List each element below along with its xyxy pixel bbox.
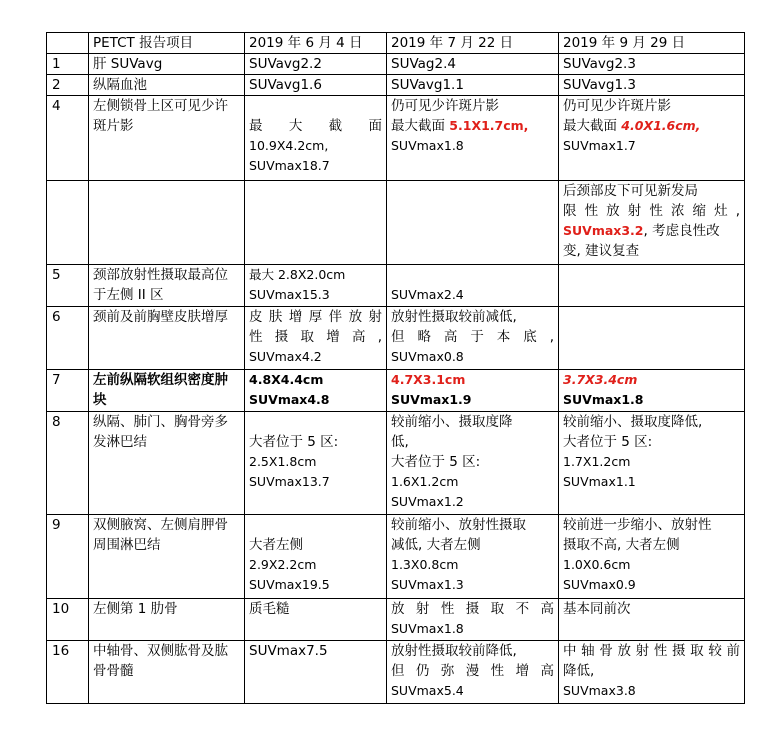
cell-line: 中轴骨放射性摄取较前 [563,643,740,659]
table-row [47,181,745,265]
highlight-value: 4.7X3.1cm [391,372,466,387]
cell-line: 皮肤增厚伴放射 [249,309,382,325]
cell-line: 4.8X4.4cm [249,372,324,387]
cell-text: 最大截面 [563,118,622,134]
highlight-value: 3.7X3.4cm [563,372,638,387]
cell-line: 放射性摄取较前减低, [391,309,517,325]
row-index [47,181,89,265]
cell-line: 1.3X0.8cm [391,557,459,572]
table-row [47,641,745,704]
cell-line: 较前缩小、摄取度降低, [563,414,703,430]
cell-line: SUVmax19.5 [249,577,330,592]
table-row [47,75,745,96]
table-row [47,96,745,181]
row-date-2-value [387,412,559,515]
cell-line [391,116,554,136]
cell-line: 仍可见少许斑片影 [391,98,499,114]
cell-line: SUVmax0.8 [391,349,464,364]
cell-line: 降低, [563,663,595,679]
row-date-2-value [387,307,559,370]
row-date-3-value [559,515,745,599]
highlight-value: 4.0X1.6cm, [621,118,701,133]
row-date-1-value [245,181,387,265]
header-date-1-cell: 2019 年 6 月 4 日 [245,33,387,54]
cell-line: SUVmax1.8 [391,621,464,636]
row-item: 纵隔、肺门、胸骨旁多发淋巴结 [89,412,245,515]
row-date-1-value [245,307,387,370]
row-item: 双侧腋窝、左侧肩胛骨周围淋巴结 [89,515,245,599]
row-date-1-value [245,515,387,599]
row-date-3-value [559,370,745,412]
cell-line: 大者位于 5 区: [563,434,653,450]
row-date-1-value [245,96,387,181]
row-date-2-value [387,370,559,412]
cell-line [563,116,740,136]
row-item: 肝 SUVavg [89,54,245,75]
cell-line: 大者位于 5 区: [391,454,481,470]
header-date-2-cell: 2019 年 7 月 22 日 [387,33,559,54]
header-item-cell: PETCT 报告项目 [89,33,245,54]
row-item: 左侧第 1 肋骨 [89,599,245,641]
row-index: 4 [47,96,89,181]
highlight-value: 5.1X1.7cm, [449,118,529,133]
row-index: 6 [47,307,89,370]
row-date-2-value [387,599,559,641]
cell-line: SUVmax2.4 [391,287,464,302]
cell-line: SUVmax1.8 [563,392,644,407]
row-index: 1 [47,54,89,75]
cell-line: SUVmax1.9 [391,392,472,407]
row-index: 5 [47,265,89,307]
cell-line: SUVmax1.2 [391,494,464,509]
row-date-2-value [387,641,559,704]
cell-line: SUVmax5.4 [391,683,464,698]
cell-line: 较前进一步缩小、放射性 [563,517,712,533]
cell-line: SUVmax1.3 [391,577,464,592]
row-date-2-value: SUVavg1.1 [387,75,559,96]
row-item: 纵隔血池 [89,75,245,96]
cell-line: 但略高于本底, [391,329,554,345]
highlight-value: SUVmax3.2 [563,223,644,238]
cell-line: 摄取不高, 大者左侧 [563,537,680,553]
row-date-1-value: SUVavg1.6 [245,75,387,96]
cell-line: 2.5X1.8cm [249,454,317,469]
cell-line: 1.7X1.2cm [563,454,631,469]
cell-line: 1.6X1.2cm [391,474,459,489]
table-row [47,515,745,599]
row-index: 2 [47,75,89,96]
row-index: 16 [47,641,89,704]
cell-line: 较前缩小、摄取度降 [391,414,513,430]
row-date-1-value: 质毛糙 [245,599,387,641]
cell-line: SUVmax3.8 [563,683,636,698]
cell-line: 放射性摄取不高 [391,601,554,617]
row-index: 7 [47,370,89,412]
cell-line: 较前缩小、放射性摄取 [391,517,526,533]
cell-line: 大者位于 5 区: [249,434,339,450]
row-date-2-value [387,96,559,181]
cell-line: 限性放射性浓缩灶, [563,203,740,219]
cell-line: 仍可见少许斑片影 [563,98,671,114]
row-date-2-value [387,515,559,599]
row-item: 中轴骨、双侧肱骨及肱骨骨髓 [89,641,245,704]
cell-line: 性摄取增高, [249,329,382,345]
cell-line: 放射性摄取较前降低, [391,643,517,659]
cell-line: 2.9X2.2cm [249,557,317,572]
cell-line: SUVmax4.2 [249,349,322,364]
cell-line: SUVmax0.9 [563,577,636,592]
row-date-3-value: SUVavg1.3 [559,75,745,96]
cell-line: 最 大 截 面 [249,118,382,134]
row-date-3-value [559,412,745,515]
row-date-2-value [387,265,559,307]
cell-line: SUVmax15.3 [249,287,330,302]
table-row [47,307,745,370]
row-index: 9 [47,515,89,599]
row-date-1-value: SUVavg2.2 [245,54,387,75]
cell-line: 但仍弥漫性增高 [391,663,554,679]
cell-line: 最大 2.8X2.0cm [249,267,346,282]
cell-line: 后颈部皮下可见新发局 [563,183,698,199]
row-date-2-value [387,181,559,265]
row-date-3-value: SUVavg2.3 [559,54,745,75]
cell-line: SUVmax1.1 [563,474,636,489]
cell-line: SUVmax13.7 [249,474,330,489]
row-date-2-value: SUVag2.4 [387,54,559,75]
row-date-3-value [559,96,745,181]
row-date-1-value: SUVmax7.5 [245,641,387,704]
cell-text: 最大截面 [391,118,450,134]
cell-line: 变, 建议复查 [563,243,640,259]
cell-line: 低, [391,434,409,450]
cell-line: SUVmax4.8 [249,392,330,407]
row-date-1-value [245,370,387,412]
row-index: 8 [47,412,89,515]
table-row [47,599,745,641]
row-date-1-value [245,412,387,515]
cell-line: 10.9X4.2cm, [249,138,329,153]
row-date-3-value [559,307,745,370]
cell-line: SUVmax1.8 [391,138,464,153]
cell-line [563,221,740,241]
row-date-1-value [245,265,387,307]
table-header-row [47,33,745,54]
row-date-3-value [559,641,745,704]
cell-line: SUVmax18.7 [249,158,330,173]
table-row [47,370,745,412]
row-index: 10 [47,599,89,641]
table-row [47,412,745,515]
row-item: 颈前及前胸壁皮肤增厚 [89,307,245,370]
cell-line: 减低, 大者左侧 [391,537,481,553]
header-date-3-cell: 2019 年 9 月 29 日 [559,33,745,54]
cell-line: 1.0X0.6cm [563,557,631,572]
cell-line: 大者左侧 [249,537,303,553]
row-date-3-value: 基本同前次 [559,599,745,641]
row-item [89,181,245,265]
cell-line: SUVmax1.7 [563,138,636,153]
row-item: 颈部放射性摄取最高位于左侧 II 区 [89,265,245,307]
row-item: 左侧锁骨上区可见少许斑片影 [89,96,245,181]
row-date-3-value [559,181,745,265]
row-item: 左前纵隔软组织密度肿块 [89,370,245,412]
table-row [47,265,745,307]
header-index-cell [47,33,89,54]
petct-report-table [46,32,745,704]
row-date-3-value [559,265,745,307]
cell-text: , 考虑良性改 [643,223,720,239]
table-row [47,54,745,75]
